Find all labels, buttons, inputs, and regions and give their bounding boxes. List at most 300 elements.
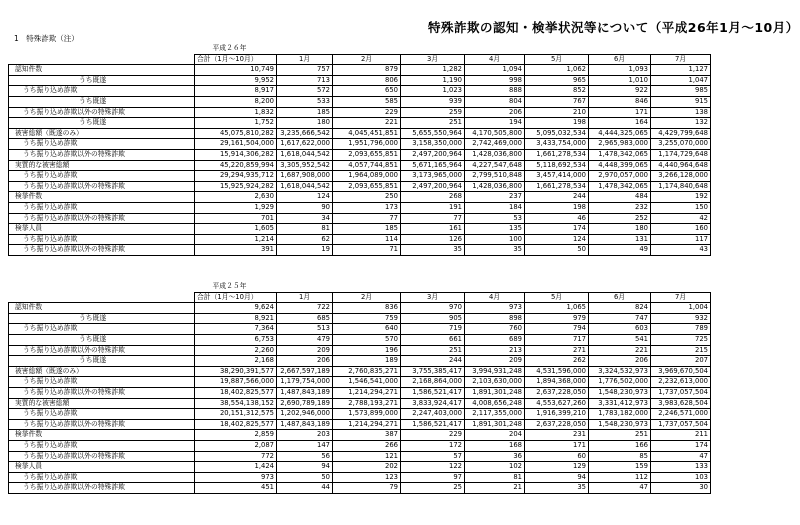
cell-month: 174 — [525, 224, 589, 235]
cell-total: 2,630 — [195, 192, 277, 203]
cell-month: 3,324,532,973 — [589, 366, 651, 377]
cell-total: 451 — [195, 483, 277, 494]
cell-month: 4,008,656,248 — [465, 398, 525, 409]
table-h26 — [8, 44, 711, 256]
cell-total: 2,087 — [195, 440, 277, 451]
cell-month: 1,174,840,648 — [651, 181, 711, 192]
cell-month: 1,062 — [525, 65, 589, 76]
cell-month: 2,799,510,848 — [465, 171, 525, 182]
cell-month: 266 — [333, 440, 401, 451]
cell-month: 998 — [465, 75, 525, 86]
cell-month: 124 — [277, 192, 333, 203]
cell-month: 209 — [277, 345, 333, 356]
cell-month: 1,010 — [589, 75, 651, 86]
row-kenkyo-ken-other — [9, 213, 711, 224]
cell-month: 1,951,796,000 — [333, 139, 401, 150]
cell-month: 479 — [277, 334, 333, 345]
cell-month: 250 — [333, 192, 401, 203]
cell-total: 20,151,312,575 — [195, 409, 277, 420]
cell-total: 38,290,391,577 — [195, 366, 277, 377]
row-ninchi-kisui — [9, 75, 711, 86]
cell-month: 3,235,666,542 — [277, 128, 333, 139]
cell-total: 2,859 — [195, 430, 277, 441]
cell-month: 198 — [525, 118, 589, 129]
cell-month: 757 — [277, 65, 333, 76]
cell-month: 2,168,864,000 — [401, 377, 465, 388]
cell-month: 794 — [525, 324, 589, 335]
row-jisshitsu-total — [9, 160, 711, 171]
cell-month: 79 — [333, 483, 401, 494]
cell-month: 194 — [465, 118, 525, 129]
cell-month: 767 — [525, 96, 589, 107]
row-jisshitsu-furikome — [9, 409, 711, 420]
cell-month: 1,478,342,065 — [589, 181, 651, 192]
cell-total: 10,749 — [195, 65, 277, 76]
cell-total: 1,929 — [195, 202, 277, 213]
cell-total: 1,605 — [195, 224, 277, 235]
cell-month: 229 — [401, 430, 465, 441]
cell-month: 198 — [525, 202, 589, 213]
cell-month: 1,214,294,271 — [333, 419, 401, 430]
cell-month: 2,093,655,851 — [333, 149, 401, 160]
row-label: うち既遂 — [9, 75, 195, 86]
cell-month: 206 — [589, 356, 651, 367]
cell-month: 759 — [333, 313, 401, 324]
cell-month: 90 — [277, 202, 333, 213]
cell-month: 103 — [651, 472, 711, 483]
cell-month: 1,428,036,800 — [465, 149, 525, 160]
cell-month: 1,174,729,648 — [651, 149, 711, 160]
cell-month: 5,655,550,964 — [401, 128, 465, 139]
cell-month: 150 — [651, 202, 711, 213]
cell-month: 2,965,983,000 — [589, 139, 651, 150]
header-month: 2月 — [333, 54, 401, 65]
cell-month: 133 — [651, 462, 711, 473]
cell-month: 640 — [333, 324, 401, 335]
cell-month: 1,190 — [401, 75, 465, 86]
cell-month: 180 — [277, 118, 333, 129]
cell-month: 661 — [401, 334, 465, 345]
row-label: 認知件数 — [9, 303, 195, 314]
cell-month: 35 — [401, 245, 465, 256]
cell-month: 722 — [277, 303, 333, 314]
cell-month: 1,065 — [525, 303, 589, 314]
cell-month: 2,637,228,050 — [525, 387, 589, 398]
row-ninchi-kisui — [9, 313, 711, 324]
cell-month: 1,548,230,973 — [589, 419, 651, 430]
cell-month: 60 — [525, 451, 589, 462]
cell-month: 131 — [589, 234, 651, 245]
cell-month: 1,586,521,417 — [401, 419, 465, 430]
row-label: うち振り込め詐欺 — [9, 139, 195, 150]
header-month: 6月 — [589, 292, 651, 303]
cell-month: 513 — [277, 324, 333, 335]
cell-month: 44 — [277, 483, 333, 494]
row-label: 検挙人員 — [9, 462, 195, 473]
header-month: 7月 — [651, 54, 711, 65]
cell-month: 1,687,908,000 — [277, 171, 333, 182]
row-other — [9, 345, 711, 356]
cell-month: 1,023 — [401, 86, 465, 97]
row-label: うち既遂 — [9, 356, 195, 367]
cell-month: 21 — [465, 483, 525, 494]
cell-month: 2,497,200,964 — [401, 181, 465, 192]
row-label: うち振り込め詐欺以外の特殊詐欺 — [9, 213, 195, 224]
cell-total: 973 — [195, 472, 277, 483]
cell-month: 4,057,744,851 — [333, 160, 401, 171]
cell-month: 725 — [651, 334, 711, 345]
cell-month: 5,671,165,964 — [401, 160, 465, 171]
cell-month: 2,970,057,000 — [589, 171, 651, 182]
row-higai-total — [9, 366, 711, 377]
cell-total: 1,832 — [195, 107, 277, 118]
cell-month: 1,661,278,534 — [525, 149, 589, 160]
cell-month: 4,227,547,648 — [465, 160, 525, 171]
cell-month: 203 — [277, 430, 333, 441]
row-label: 実質的な被害総額 — [9, 160, 195, 171]
cell-month: 3,266,128,000 — [651, 171, 711, 182]
cell-month: 100 — [465, 234, 525, 245]
row-label: 認知件数 — [9, 65, 195, 76]
row-label: うち振り込め詐欺以外の特殊詐欺 — [9, 107, 195, 118]
cell-total: 7,364 — [195, 324, 277, 335]
row-label: 実質的な被害総額 — [9, 398, 195, 409]
row-other-kisui — [9, 118, 711, 129]
cell-month: 1,094 — [465, 65, 525, 76]
row-label: うち振り込め詐欺以外の特殊詐欺 — [9, 483, 195, 494]
cell-month: 126 — [401, 234, 465, 245]
cell-month: 206 — [465, 107, 525, 118]
cell-month: 1,004 — [651, 303, 711, 314]
cell-month: 3,983,628,504 — [651, 398, 711, 409]
cell-total: 18,402,825,577 — [195, 419, 277, 430]
cell-month: 210 — [525, 107, 589, 118]
row-label: うち振り込め詐欺以外の特殊詐欺 — [9, 181, 195, 192]
cell-month: 206 — [277, 356, 333, 367]
year-label: 平成２６年 — [212, 44, 247, 52]
cell-total: 1,214 — [195, 234, 277, 245]
cell-month: 43 — [651, 245, 711, 256]
cell-total: 1,752 — [195, 118, 277, 129]
row-jisshitsu-other — [9, 419, 711, 430]
cell-month: 204 — [465, 430, 525, 441]
cell-month: 2,742,469,000 — [465, 139, 525, 150]
cell-total: 1,424 — [195, 462, 277, 473]
cell-month: 173 — [333, 202, 401, 213]
row-label: 検挙件数 — [9, 192, 195, 203]
cell-month: 53 — [465, 213, 525, 224]
header-month: 5月 — [525, 54, 589, 65]
year-header-row — [9, 44, 711, 54]
cell-month: 46 — [525, 213, 589, 224]
cell-month: 719 — [401, 324, 465, 335]
cell-month: 244 — [525, 192, 589, 203]
cell-month: 1,179,754,000 — [277, 377, 333, 388]
cell-month: 1,964,089,000 — [333, 171, 401, 182]
cell-month: 2,103,630,000 — [465, 377, 525, 388]
cell-month: 174 — [651, 440, 711, 451]
cell-total: 38,554,138,152 — [195, 398, 277, 409]
row-furikome-kisui — [9, 334, 711, 345]
cell-month: 135 — [465, 224, 525, 235]
cell-month: 122 — [401, 462, 465, 473]
column-header-row — [9, 54, 711, 65]
cell-month: 49 — [589, 245, 651, 256]
cell-month: 1,661,278,534 — [525, 181, 589, 192]
cell-month: 62 — [277, 234, 333, 245]
cell-month: 114 — [333, 234, 401, 245]
cell-month: 123 — [333, 472, 401, 483]
header-month: 7月 — [651, 292, 711, 303]
row-label: うち振り込め詐欺以外の特殊詐欺 — [9, 245, 195, 256]
row-label: うち振り込め詐欺以外の特殊詐欺 — [9, 419, 195, 430]
cell-total: 29,161,504,000 — [195, 139, 277, 150]
cell-month: 1,487,843,189 — [277, 419, 333, 430]
cell-month: 1,487,843,189 — [277, 387, 333, 398]
cell-month: 221 — [589, 345, 651, 356]
header-month: 2月 — [333, 292, 401, 303]
row-label: うち既遂 — [9, 334, 195, 345]
cell-total: 6,753 — [195, 334, 277, 345]
cell-month: 1,737,057,504 — [651, 419, 711, 430]
cell-month: 189 — [333, 356, 401, 367]
cell-month: 2,690,789,189 — [277, 398, 333, 409]
cell-month: 572 — [277, 86, 333, 97]
cell-month: 1,093 — [589, 65, 651, 76]
cell-month: 3,173,965,000 — [401, 171, 465, 182]
cell-month: 251 — [401, 345, 465, 356]
row-kenkyo-nin — [9, 462, 711, 473]
cell-month: 1,573,899,000 — [333, 409, 401, 420]
cell-month: 166 — [589, 440, 651, 451]
cell-month: 1,546,541,000 — [333, 377, 401, 388]
cell-month: 161 — [401, 224, 465, 235]
cell-month: 970 — [401, 303, 465, 314]
cell-month: 34 — [277, 213, 333, 224]
cell-month: 979 — [525, 313, 589, 324]
row-kenkyo-ken — [9, 430, 711, 441]
cell-month: 25 — [401, 483, 465, 494]
cell-month: 747 — [589, 313, 651, 324]
cell-month: 213 — [465, 345, 525, 356]
cell-total: 29,294,935,712 — [195, 171, 277, 182]
cell-month: 124 — [525, 234, 589, 245]
row-label: うち振り込め詐欺以外の特殊詐欺 — [9, 345, 195, 356]
row-label: うち既遂 — [9, 313, 195, 324]
cell-month: 262 — [525, 356, 589, 367]
cell-month: 1,783,182,000 — [589, 409, 651, 420]
cell-month: 30 — [651, 483, 711, 494]
row-ninchi — [9, 65, 711, 76]
cell-month: 2,760,835,271 — [333, 366, 401, 377]
cell-month: 905 — [401, 313, 465, 324]
cell-month: 121 — [333, 451, 401, 462]
cell-month: 47 — [651, 451, 711, 462]
cell-total: 772 — [195, 451, 277, 462]
cell-month: 3,255,070,000 — [651, 139, 711, 150]
row-label: うち既遂 — [9, 96, 195, 107]
cell-month: 94 — [277, 462, 333, 473]
cell-month: 2,093,655,851 — [333, 181, 401, 192]
cell-total: 391 — [195, 245, 277, 256]
cell-month: 221 — [333, 118, 401, 129]
header-month: 1月 — [277, 292, 333, 303]
cell-month: 3,457,414,000 — [525, 171, 589, 182]
row-kenkyo-ken-other — [9, 451, 711, 462]
cell-total: 9,952 — [195, 75, 277, 86]
row-higai-furikome — [9, 377, 711, 388]
cell-month: 180 — [589, 224, 651, 235]
cell-month: 50 — [525, 245, 589, 256]
cell-month: 4,553,627,260 — [525, 398, 589, 409]
cell-month: 138 — [651, 107, 711, 118]
cell-month: 824 — [589, 303, 651, 314]
cell-month: 244 — [401, 356, 465, 367]
cell-month: 879 — [333, 65, 401, 76]
cell-month: 5,095,032,534 — [525, 128, 589, 139]
row-furikome — [9, 86, 711, 97]
cell-month: 171 — [589, 107, 651, 118]
cell-month: 760 — [465, 324, 525, 335]
cell-month: 717 — [525, 334, 589, 345]
cell-month: 915 — [651, 96, 711, 107]
cell-month: 237 — [465, 192, 525, 203]
cell-month: 209 — [465, 356, 525, 367]
cell-month: 804 — [465, 96, 525, 107]
cell-month: 4,170,505,800 — [465, 128, 525, 139]
cell-month: 252 — [589, 213, 651, 224]
cell-month: 251 — [401, 118, 465, 129]
cell-month: 97 — [401, 472, 465, 483]
row-label: うち振り込め詐欺 — [9, 409, 195, 420]
row-label: うち振り込め詐欺 — [9, 440, 195, 451]
cell-month: 2,246,571,000 — [651, 409, 711, 420]
cell-month: 207 — [651, 356, 711, 367]
cell-month: 685 — [277, 313, 333, 324]
cell-month: 2,232,613,000 — [651, 377, 711, 388]
cell-month: 836 — [333, 303, 401, 314]
cell-month: 1,618,044,542 — [277, 149, 333, 160]
row-label: うち振り込め詐欺 — [9, 324, 195, 335]
row-kenkyo-nin — [9, 224, 711, 235]
cell-month: 42 — [651, 213, 711, 224]
cell-month: 898 — [465, 313, 525, 324]
cell-month: 215 — [651, 345, 711, 356]
page-title: 特殊詐欺の認知・検挙状況等について（平成26年1月～10月） — [428, 20, 799, 35]
cell-month: 94 — [525, 472, 589, 483]
cell-total: 2,260 — [195, 345, 277, 356]
cell-month: 191 — [401, 202, 465, 213]
cell-month: 852 — [525, 86, 589, 97]
cell-month: 232 — [589, 202, 651, 213]
cell-month: 251 — [589, 430, 651, 441]
row-label: 検挙件数 — [9, 430, 195, 441]
year-header-row — [9, 282, 711, 292]
row-higai-other — [9, 387, 711, 398]
header-total: 合計（1月～10月） — [195, 292, 277, 303]
year-label: 平成２５年 — [212, 282, 247, 290]
cell-month: 77 — [333, 213, 401, 224]
header-month: 6月 — [589, 54, 651, 65]
cell-month: 1,202,946,000 — [277, 409, 333, 420]
cell-total: 2,168 — [195, 356, 277, 367]
table-h25 — [8, 282, 711, 494]
cell-month: 185 — [333, 224, 401, 235]
cell-month: 3,994,931,248 — [465, 366, 525, 377]
cell-month: 259 — [401, 107, 465, 118]
cell-month: 888 — [465, 86, 525, 97]
cell-month: 132 — [651, 118, 711, 129]
row-kenkyo-nin-furikome — [9, 472, 711, 483]
cell-month: 81 — [277, 224, 333, 235]
cell-total: 9,624 — [195, 303, 277, 314]
cell-month: 229 — [333, 107, 401, 118]
cell-month: 932 — [651, 313, 711, 324]
row-kenkyo-ken-furikome — [9, 202, 711, 213]
cell-month: 147 — [277, 440, 333, 451]
cell-month: 77 — [401, 213, 465, 224]
row-label: うち振り込め詐欺 — [9, 377, 195, 388]
cell-month: 3,305,952,542 — [277, 160, 333, 171]
cell-month: 85 — [589, 451, 651, 462]
cell-month: 1,047 — [651, 75, 711, 86]
row-other — [9, 107, 711, 118]
cell-month: 2,117,355,000 — [465, 409, 525, 420]
cell-month: 160 — [651, 224, 711, 235]
header-month: 5月 — [525, 292, 589, 303]
cell-month: 973 — [465, 303, 525, 314]
row-label: 被害総額（既遂のみ） — [9, 128, 195, 139]
header-month: 4月 — [465, 292, 525, 303]
row-jisshitsu-furikome — [9, 171, 711, 182]
header-month: 3月 — [401, 54, 465, 65]
cell-month: 603 — [589, 324, 651, 335]
cell-month: 1,478,342,065 — [589, 149, 651, 160]
cell-total: 15,925,924,282 — [195, 181, 277, 192]
row-label: うち既遂 — [9, 118, 195, 129]
cell-month: 4,429,799,648 — [651, 128, 711, 139]
cell-month: 192 — [651, 192, 711, 203]
cell-month: 1,737,057,504 — [651, 387, 711, 398]
cell-month: 1,617,622,000 — [277, 139, 333, 150]
cell-month: 4,531,596,000 — [525, 366, 589, 377]
row-label: うち振り込め詐欺以外の特殊詐欺 — [9, 149, 195, 160]
cell-month: 3,755,385,417 — [401, 366, 465, 377]
cell-month: 129 — [525, 462, 589, 473]
cell-month: 57 — [401, 451, 465, 462]
cell-month: 2,497,200,964 — [401, 149, 465, 160]
cell-month: 117 — [651, 234, 711, 245]
header-total: 合計（1月～10月） — [195, 54, 277, 65]
cell-month: 1,894,368,000 — [525, 377, 589, 388]
row-label: うち振り込め詐欺以外の特殊詐欺 — [9, 451, 195, 462]
cell-total: 18,402,825,577 — [195, 387, 277, 398]
cell-month: 56 — [277, 451, 333, 462]
cell-total: 8,921 — [195, 313, 277, 324]
cell-month: 172 — [401, 440, 465, 451]
row-label: うち振り込め詐欺 — [9, 472, 195, 483]
row-jisshitsu-other — [9, 181, 711, 192]
row-higai-furikome — [9, 139, 711, 150]
cell-month: 168 — [465, 440, 525, 451]
header-month: 3月 — [401, 292, 465, 303]
cell-total: 15,914,306,282 — [195, 149, 277, 160]
cell-month: 4,448,399,065 — [589, 160, 651, 171]
cell-month: 3,158,350,000 — [401, 139, 465, 150]
row-label: 検挙人員 — [9, 224, 195, 235]
cell-month: 2,247,403,000 — [401, 409, 465, 420]
header-month: 4月 — [465, 54, 525, 65]
